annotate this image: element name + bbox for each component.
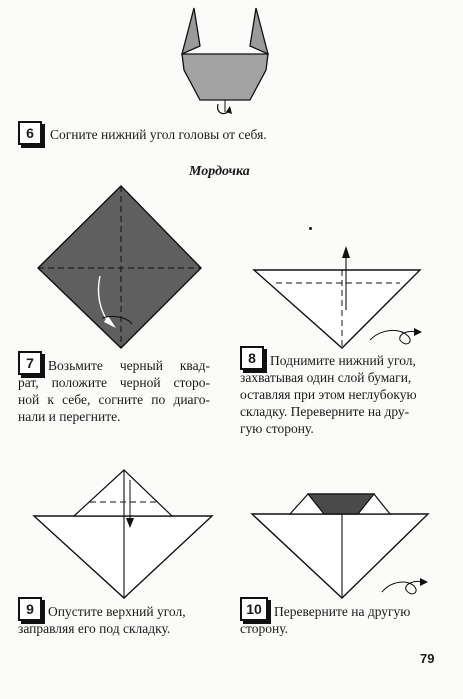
section-title: Мордочка bbox=[189, 164, 250, 179]
stray-dot bbox=[309, 227, 312, 230]
step-9-instruction bbox=[18, 603, 218, 637]
step-7-dark-square-figure bbox=[36, 186, 206, 350]
step-7-line-4: нали и перегните. bbox=[18, 409, 121, 424]
step-10-line-1: Переверните на другую bbox=[274, 604, 411, 619]
step-6-cat-head-figure bbox=[170, 8, 280, 120]
step-10-triangle-figure bbox=[250, 490, 446, 600]
step-10-line-2: сторону. bbox=[240, 621, 288, 636]
step-10-number-badge: 10 bbox=[240, 597, 268, 621]
step-8-line-2: захватывая один слой бумаги, bbox=[240, 370, 412, 385]
step-8-line-4: складку. Переверните на дру- bbox=[240, 404, 410, 419]
step-6-instruction bbox=[50, 126, 267, 143]
step-8-line-3: оставляя при этом неглубокую bbox=[240, 387, 417, 402]
step-10-instruction bbox=[240, 603, 445, 637]
step-7-line-3: ной к себе, согните по диаго- bbox=[18, 392, 210, 407]
step-9-number-badge: 9 bbox=[18, 597, 42, 621]
step-8-number-badge: 8 bbox=[240, 346, 264, 370]
step-9-triangle-figure bbox=[32, 466, 216, 600]
step-8-instruction bbox=[240, 352, 450, 437]
step-7-number-badge: 7 bbox=[18, 351, 42, 375]
step-9-line-2: заправляя его под складку. bbox=[18, 621, 171, 636]
step-6-line-1: Согните нижний угол головы от себя. bbox=[50, 127, 267, 142]
step-8-line-1: Поднимите нижний угол, bbox=[270, 353, 416, 368]
step-6-number-badge: 6 bbox=[18, 121, 42, 145]
step-7-line-2: рат, положите черной сторо- bbox=[18, 375, 210, 390]
step-9-line-1: Опустите верхний угол, bbox=[48, 604, 186, 619]
step-8-line-5: гую сторону. bbox=[240, 421, 314, 436]
step-7-line-1: Возьмите черный квад- bbox=[48, 358, 210, 373]
page-number: 79 bbox=[420, 651, 435, 666]
step-8-triangle-figure bbox=[250, 228, 446, 350]
step-7-instruction bbox=[18, 357, 210, 425]
